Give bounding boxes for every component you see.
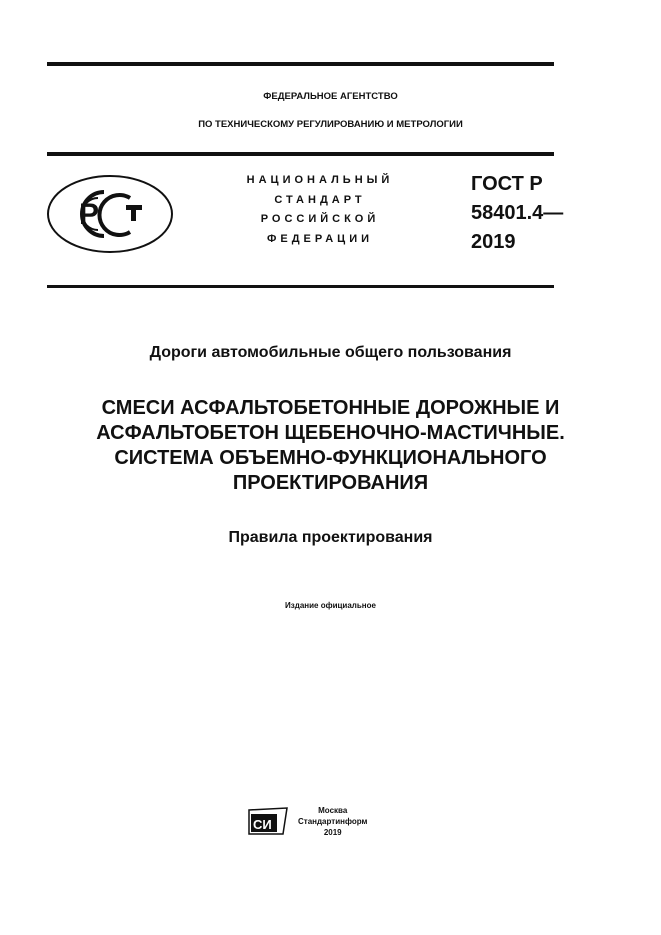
- title-line: СМЕСИ АСФАЛЬТОБЕТОННЫЕ ДОРОЖНЫЕ И: [101, 397, 560, 419]
- standard-designation: [471, 170, 563, 257]
- publisher-year: 2019: [323, 828, 342, 837]
- designation-line: 2019: [471, 231, 516, 253]
- subject: Дороги автомобильные общего пользования: [149, 344, 512, 361]
- designation-line: 58401.4—: [471, 202, 564, 224]
- document-subtitle: Правила проектирования: [228, 529, 433, 546]
- document-title: [0, 396, 661, 496]
- top-rule: [47, 62, 554, 66]
- title-line: СИСТЕМА ОБЪЕМНО-ФУНКЦИОНАЛЬНОГО: [114, 447, 547, 469]
- publisher-name: Стандартинформ: [298, 817, 368, 826]
- header-bottom-rule: [47, 285, 554, 288]
- national-standard-label: [225, 171, 415, 249]
- label-line: СТАНДАРТ: [274, 193, 366, 206]
- label-line: ФЕДЕРАЦИИ: [266, 232, 374, 245]
- designation-line: ГОСТ Р: [471, 173, 543, 195]
- agency-line-2: ПО ТЕХНИЧЕСКОМУ РЕГУЛИРОВАНИЮ И МЕТРОЛОГИИ: [198, 119, 463, 130]
- header-rule: [47, 152, 554, 156]
- publisher: [298, 805, 367, 838]
- svg-text:P: P: [79, 198, 100, 231]
- title-line: АСФАЛЬТОБЕТОН ЩЕБЕНОЧНО-МАСТИЧНЫЕ.: [96, 422, 565, 444]
- rst-logo-icon: [46, 174, 174, 254]
- agency-line-1: ФЕДЕРАЛЬНОЕ АГЕНТСТВО: [263, 91, 398, 102]
- svg-text:СИ: СИ: [253, 817, 272, 832]
- edition-label: Издание официальное: [285, 601, 376, 610]
- standartinform-logo-icon: [247, 806, 289, 836]
- title-line: ПРОЕКТИРОВАНИЯ: [232, 472, 429, 494]
- publisher-city: Москва: [318, 806, 348, 815]
- label-line: РОССИЙСКОЙ: [260, 213, 380, 225]
- label-line: НАЦИОНАЛЬНЫЙ: [246, 174, 394, 186]
